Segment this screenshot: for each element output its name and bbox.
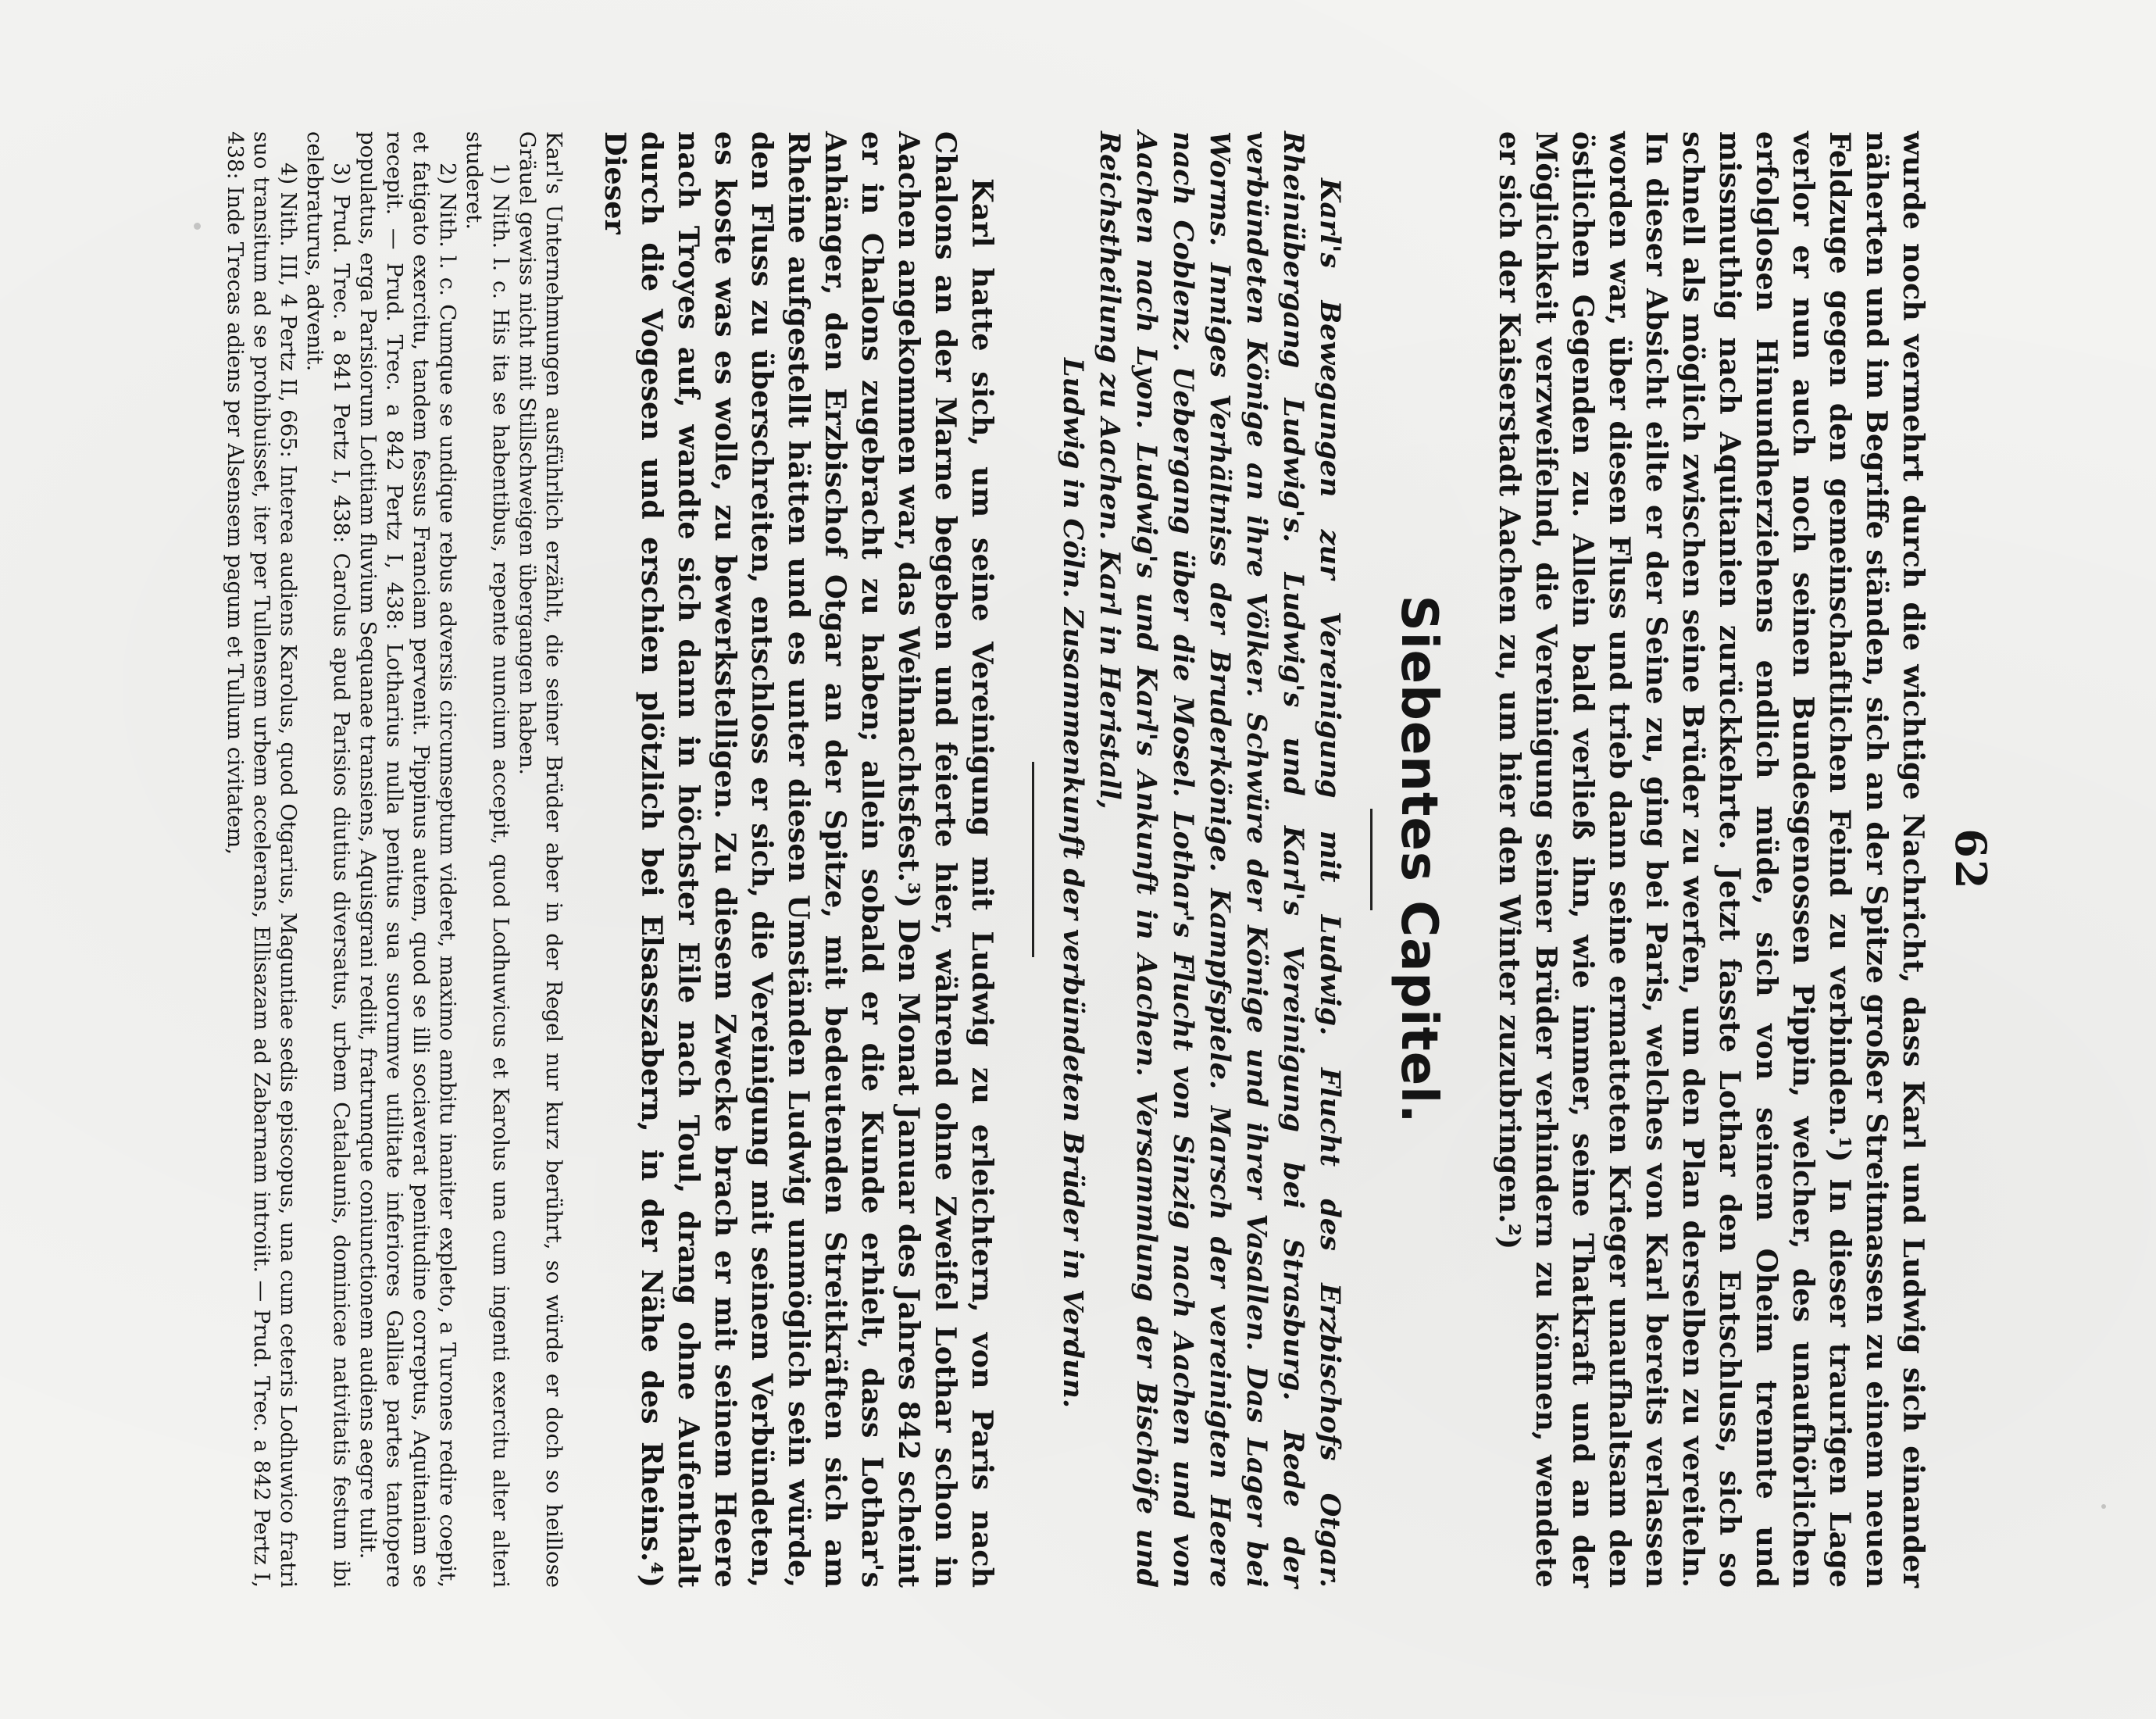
footnote-continuation: Karl's Unternehmungen ausführlich erzählt, die seiner Brüder aber in der Regel nur kurz berührt, so würde er doch so heillose Gräuel gewiss nicht mit Stillschweigen übergangen haben.	[515, 131, 566, 1588]
chapter-summary-last-line: Ludwig in Cöln. Zusammenkunft der verbündeten Brüder in Verdun.	[1057, 357, 1089, 1409]
chapter-summary	[1055, 131, 1348, 1588]
chapter-summary-text: Karl's Bewegungen zur Vereinigung mit Ludwig. Flucht des Erzbischofs Otgar. Rheinübergang Ludwig's. Ludwig's und Karl's Vereinigung bei Strasburg. Rede der verbündeten Könige an ihre Völker. Schwüre der Könige und ihrer Vasallen. Das Lager bei Worms. Inniges Verhältniss der Bruderkönige. Kampfspiele. Marsch der vereinigten Heere nach Coblenz. Uebergang über die Mosel. Lothar's Flucht von Sinzig nach Aachen und von Aachen nach Lyon. Ludwig's und Karl's Ankunft in Aachen. Versammlung der Bischöfe und Reichstheilung zu Aachen. Karl in Heristall,	[1094, 131, 1346, 1588]
footnote-4: 4) Nith. III, 4 Pertz II, 665: Interea audiens Karolus, quod Otgarius, Maguntiae sedis episcopus, una cum ceteris Lodhuwico fratri suo transitum ad se prohibuisset, iter per Tullensem urbem accelerans, Ellisazam ad Zabarnam introiit. — Prud. Trec. a 842 Pertz I, 438: Inde Trecas adiens per Alsensem pagum et Tullum civitatem,	[223, 131, 301, 1588]
chapter-title: Siebentes Capitel.	[1390, 595, 1447, 1124]
ink-speck	[194, 223, 201, 230]
book-page	[223, 125, 1996, 1594]
footnotes	[222, 131, 567, 1588]
title-divider	[1370, 809, 1372, 910]
footnote-2: 2) Nith. l. c. Cumque se undique rebus adversis circumseptum videret, maximo ambitu inaniter expleto, a Turones redire coepit, et fatigato exercitu, tandem fessus Franciam pervenit. Pippinus autem, quod se illi sociaverat penitudine correptus, Aquitaniam se recepit. — Prud. Trec. a 842 Pertz I, 438: Lotharius nulla penitus sua suorumve utilitate inferiores Galliae partes tantopere populatus, erga Parisiorum Lotitiam fluvium Sequanae transiens, Aquisgrani rediit, fratrumque coniunctionem audiens aegre tulit.	[355, 131, 460, 1588]
ink-speck	[2101, 1504, 2106, 1509]
main-paragraph: Karl hatte sich, um seine Vereinigung mit Ludwig zu erleichtern, von Paris nach Chalons an der Marne begeben und feierte hier, während ohne Zweifel Lothar schon in Aachen angekommen war, das Weihnachtsfest.³) Den Monat Januar des Jahres 842 scheint er in Chalons zugebracht zu haben; allein sobald er die Kunde erhielt, dass Lothar's Anhänger, den Erzbischof Otgar an der Spitze, mit bedeutenden Streitkräften sich am Rheine aufgestellt hätten und es unter diesen Umständen Ludwig unmöglich sein würde, den Fluss zu überschreiten, entschloss er sich, die Vereinigung mit seinem Verbündeten, es koste was es wolle, zu bewerkstelligen. Zu diesem Zwecke brach er mit seinem Heere nach Troyes auf, wandte sich dann in höchster Eile nach Toul, drang ohne Aufenthalt durch die Vogesen und erschien plötzlich bei Elsasszabern, in der Nähe des Rheins.⁴) Dieser	[598, 131, 999, 1588]
footnote-1: 1) Nith. l. c. His ita se habentibus, repente nuncium accepit, quod Lodhuwicus et Karolus una cum ingenti exercitu alter alteri studeret.	[462, 131, 513, 1588]
page-number: 62	[1946, 828, 1996, 891]
opening-paragraph: wurde noch vermehrt durch die wichtige Nachricht, dass Karl und Ludwig sich einander näherten und im Begriffe ständen, sich an der Spitze großer Streitmassen zu einem neuen Feldzuge gegen den gemeinschaftlichen Feind zu verbinden.¹) In dieser traurigen Lage verlor er nun auch noch seinen Bundesgenossen Pippin, welcher, des unaufhörlichen erfolglosen Hinundherziehens endlich müde, sich von seinem Oheim trennte und missmuthig nach Aquitanien zurückkehrte. Jetzt fasste Lothar den Entschluss, sich so schnell als möglich zwischen seine Brüder zu werfen, um den Plan derselben zu vereiteln. In dieser Absicht eilte er der Seine zu, ging bei Paris, welches von Karl bereits verlassen worden war, über diesen Fluss und trieb dann seine ermatteten Krieger unaufhaltsam den östlichen Gegenden zu. Allein bald verließ ihn, wie immer, seine Thatkraft und an der Möglichkeit verzweifelnd, die Vereinigung seiner Brüder verhindern zu können, wendete er sich der Kaiserstadt Aachen zu, um hier den Winter zuzubringen.²)	[1493, 131, 1930, 1588]
footnote-3: 3) Prud. Trec. a 841 Pertz I, 438: Carolus apud Parisios diutius diversatus, urbem Catalaunis, dominicae nativitatis festum ibi celebraturus, advenit.	[302, 131, 354, 1588]
summary-divider	[1032, 762, 1034, 957]
